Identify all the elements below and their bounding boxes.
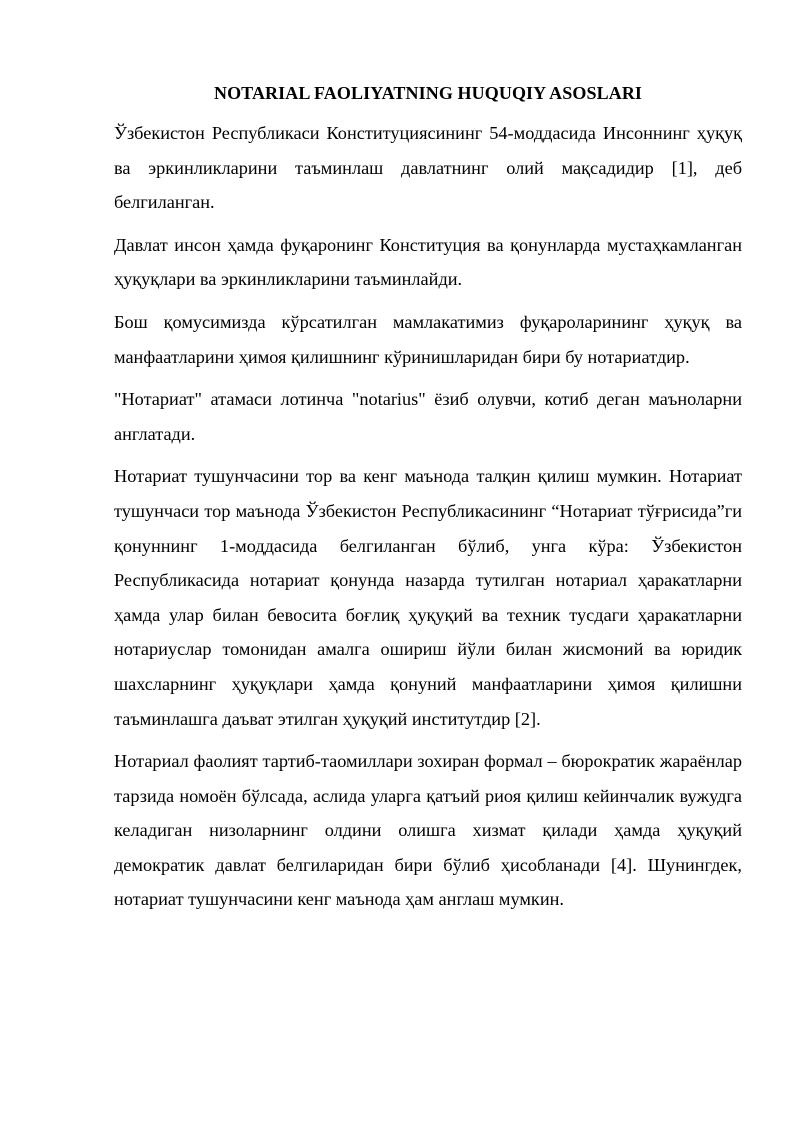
paragraph-5: Нотариат тушунчасини тор ва кенг маънода талқин қилиш мумкин. Нотариат тушунчаси тор маънода Ўзбекистон Республикасининг “Нотариат тўғрисида”ги қонуннинг 1-моддасида белгиланган бўлиб, унга кўра: Ўзбекистон Республикасида нотариат қонунда назарда тутилган нотариал ҳаракатларни ҳамда улар билан бевосита боғлиқ ҳуқуқий ва техник тусдаги ҳаракатларни нотариуслар томонидан амалга ошириш йўли билан жисмоний ва юридик шахсларнинг ҳуқуқлари ҳамда қонуний манфаатларини ҳимоя қилишни таъминлашга даъват этилган ҳуқуқий институтдир [2]. bbox=[114, 466, 742, 729]
document-title: NOTARIAL FAOLIYATNING HUQUQIY ASOSLARI bbox=[213, 83, 643, 103]
paragraph-6: Нотариал фаолият тартиб-таомиллари зохиран формал – бюрократик жараёнлар тарзида номоён бўлсада, аслида уларга қатъий риоя қилиш кейинчалик вужудга келадиган низоларнинг олдини олишга хизмат қилади ҳамда ҳуқуқий демократик давлат белгиларидан бири бўлиб ҳисобланади [4]. Шунингдек, нотариат тушунчасини кенг маънода ҳам англаш мумкин. bbox=[114, 751, 742, 910]
paragraph-4: "Нотариат" атамаси лотинча "notarius" ёзиб олувчи, котиб деган маъноларни англатади. bbox=[114, 389, 742, 444]
paragraph-1: Ўзбекистон Республикаси Конституциясининг 54-моддасида Инсоннинг ҳуқуқ ва эркинликларини таъминлаш давлатнинг олий мақсадидир [1], деб белгиланган. bbox=[114, 123, 742, 213]
paragraph-2: Давлат инсон ҳамда фуқаронинг Конституция ва қонунларда мустаҳкамланган ҳуқуқлари ва эркинликларини таъминлайди. bbox=[114, 234, 742, 290]
paragraph-3: Бош қомусимизда кўрсатилган мамлакатимиз фуқароларининг ҳуқуқ ва манфаатларини ҳимоя қилишнинг кўринишларидан бири бу нотариатдир. bbox=[114, 311, 742, 367]
document-body bbox=[114, 72, 742, 917]
